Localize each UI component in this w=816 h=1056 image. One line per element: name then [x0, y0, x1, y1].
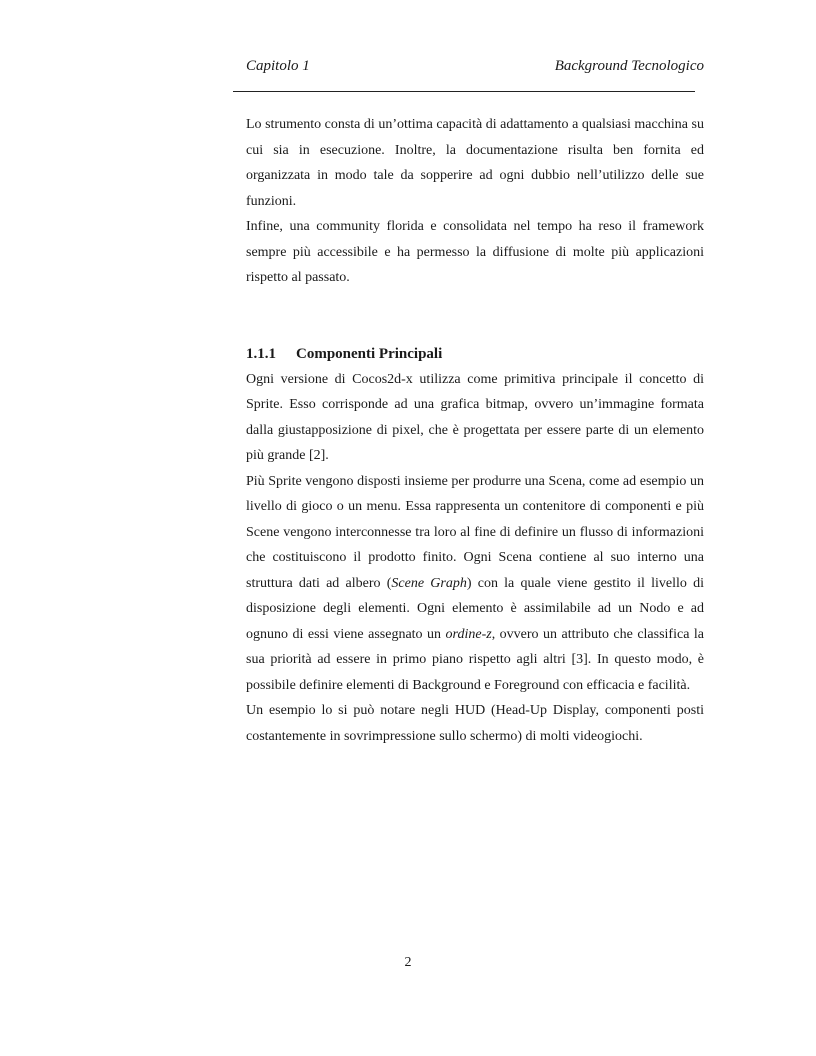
page-header	[246, 58, 704, 80]
page-body	[246, 112, 704, 749]
chapter-title: Background Tecnologico	[554, 58, 704, 74]
paragraph-text: ) con la quale viene gestito il livello di disposizione degli elementi. Ogni elemento è assimilabile ad un Nodo e ad ognuno di essi viene assegnato un	[246, 575, 705, 642]
section-paragraph-1: Ogni versione di Cocos2d-x utilizza come primitiva principale il concetto di Sprite. Esso corrisponde ad una grafica bitmap, ovvero un’immagine formata dalla giustapposizione di pixel, che è progettata per essere parte di un elemento più grande [2].	[246, 371, 704, 463]
intro-paragraph-2: Infine, una community florida e consolidata nel tempo ha reso il framework sempre più accessibile e ha permesso la diffusione di molte più applicazioni rispetto al passato.	[246, 219, 704, 285]
section-paragraph-3: Un esempio lo si può notare negli HUD (Head-Up Display, componenti posti costantemente in sovrimpressione sullo schermo) di molti videogiochi.	[246, 703, 704, 744]
header-divider	[233, 91, 695, 92]
section-spacer	[246, 291, 704, 342]
emphasis-scene-graph: Scene Graph	[391, 575, 467, 591]
page-number: 2	[404, 955, 412, 970]
intro-paragraph-1: Lo strumento consta di un’ottima capacità di adattamento a qualsiasi macchina su cui sia in esecuzione. Inoltre, la documentazione risulta ben fornita ed organizzata in modo tale da sopperire ad ogni dubbio nell’utilizzo delle sue funzioni.	[246, 117, 704, 209]
section-number: 1.1.1	[246, 345, 276, 362]
section-title: Componenti Principali	[296, 345, 443, 362]
section-paragraph-2	[246, 469, 704, 699]
paragraph-text: Più Sprite vengono disposti insieme per produrre una Scena, come ad esempio un livello di gioco o un menu. Essa rappresenta un contenitore di componenti e più Scene vengono interconnesse tra loro al fine di definire un flusso di informazioni che costituiscono il prodotto finito. Ogni Scena contiene al suo interno una struttura dati ad albero (	[246, 473, 704, 591]
section-heading	[246, 342, 704, 367]
chapter-label: Capitolo 1	[246, 58, 310, 74]
paragraph-text: , ovvero un attributo che classifica la sua priorità ad essere in primo piano rispetto agli altri [3]. In questo modo, è possibile definire elementi di Background e Foreground con efficacia e facilità.	[246, 626, 704, 693]
emphasis-ordine-z: ordine-z	[445, 626, 492, 642]
